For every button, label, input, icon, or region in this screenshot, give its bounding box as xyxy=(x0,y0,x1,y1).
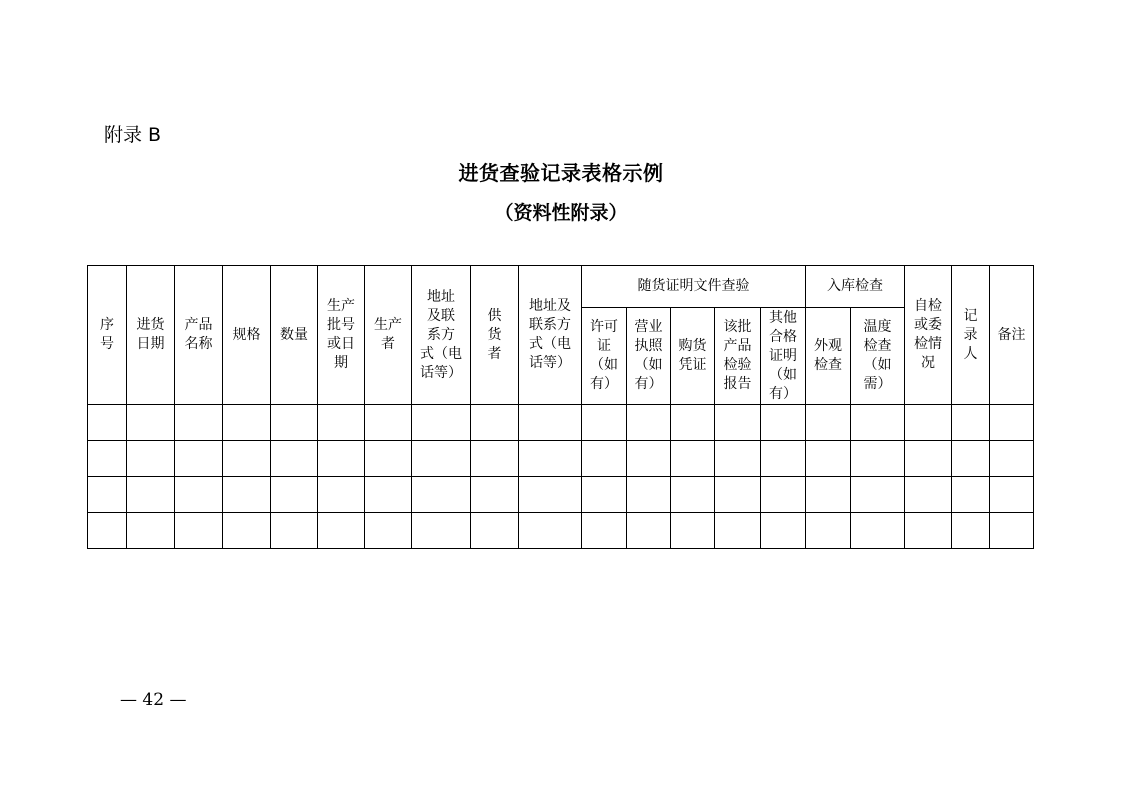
table-cell xyxy=(271,513,318,549)
table-cell xyxy=(365,441,412,477)
table-cell xyxy=(952,513,990,549)
table-cell xyxy=(318,477,365,513)
table-cell xyxy=(627,441,671,477)
header-batch-report: 该批 产品 检验 报告 xyxy=(715,308,761,405)
table-cell xyxy=(175,441,223,477)
header-purchase-voucher: 购货 凭证 xyxy=(671,308,715,405)
table-cell xyxy=(671,477,715,513)
table-cell xyxy=(88,513,127,549)
table-cell xyxy=(127,477,175,513)
table-cell xyxy=(715,513,761,549)
header-remarks: 备注 xyxy=(990,266,1034,405)
header-recorder: 记 录 人 xyxy=(952,266,990,405)
table-cell xyxy=(851,405,905,441)
table-cell xyxy=(175,405,223,441)
table-cell xyxy=(412,441,471,477)
table-cell xyxy=(318,513,365,549)
table-cell xyxy=(88,405,127,441)
table-cell xyxy=(952,405,990,441)
table-cell xyxy=(271,405,318,441)
table-cell xyxy=(175,513,223,549)
table-cell xyxy=(806,513,851,549)
table-cell xyxy=(851,441,905,477)
header-product-name: 产品 名称 xyxy=(175,266,223,405)
table-cell xyxy=(582,441,627,477)
table-cell xyxy=(952,441,990,477)
table-row xyxy=(88,405,1034,441)
table-cell xyxy=(715,477,761,513)
table-cell xyxy=(905,477,952,513)
table-cell xyxy=(627,405,671,441)
table-cell xyxy=(952,477,990,513)
table-cell xyxy=(175,477,223,513)
table-cell xyxy=(365,405,412,441)
table-cell xyxy=(990,513,1034,549)
table-cell xyxy=(271,441,318,477)
header-appearance: 外观 检查 xyxy=(806,308,851,405)
header-business-license: 营业 执照 （如 有） xyxy=(627,308,671,405)
table-cell xyxy=(471,441,519,477)
table-cell xyxy=(471,405,519,441)
table-cell xyxy=(127,441,175,477)
table-cell xyxy=(806,441,851,477)
table-cell xyxy=(627,513,671,549)
table-cell xyxy=(223,513,271,549)
table-cell xyxy=(471,477,519,513)
table-cell xyxy=(582,405,627,441)
header-self-inspection: 自检 或委 检情 况 xyxy=(905,266,952,405)
table-cell xyxy=(88,441,127,477)
table-cell xyxy=(851,513,905,549)
table-cell xyxy=(223,477,271,513)
header-purchase-date: 进货 日期 xyxy=(127,266,175,405)
inspection-record-table xyxy=(87,265,1034,549)
header-producer-contact: 地址 及联 系方 式（电 话等） xyxy=(412,266,471,405)
table-cell xyxy=(519,477,582,513)
table-cell xyxy=(318,405,365,441)
table-cell xyxy=(990,477,1034,513)
table-cell xyxy=(905,405,952,441)
table-cell xyxy=(761,513,806,549)
page-number: — 42 — xyxy=(120,690,187,710)
table-cell xyxy=(715,441,761,477)
table-cell xyxy=(519,441,582,477)
table-cell xyxy=(519,513,582,549)
table-cell xyxy=(761,441,806,477)
table-cell xyxy=(671,513,715,549)
table-cell xyxy=(761,405,806,441)
table-cell xyxy=(471,513,519,549)
table-cell xyxy=(715,405,761,441)
header-temperature: 温度 检查 （如 需） xyxy=(851,308,905,405)
table-cell xyxy=(412,405,471,441)
table-cell xyxy=(318,441,365,477)
header-seq: 序 号 xyxy=(88,266,127,405)
header-docs-group: 随货证明文件查验 xyxy=(582,266,806,308)
page-subtitle: （资料性附录） xyxy=(494,202,628,224)
table-cell xyxy=(671,441,715,477)
table-row xyxy=(88,513,1034,549)
header-supplier: 供 货 者 xyxy=(471,266,519,405)
table-cell xyxy=(851,477,905,513)
header-storage-group: 入库检查 xyxy=(806,266,905,308)
page-title: 进货查验记录表格示例 xyxy=(458,161,664,185)
appendix-label: 附录 B xyxy=(104,124,162,146)
table-cell xyxy=(223,405,271,441)
table-row xyxy=(88,477,1034,513)
table-cell xyxy=(88,477,127,513)
header-spec: 规格 xyxy=(223,266,271,405)
table-cell xyxy=(806,405,851,441)
header-producer: 生产 者 xyxy=(365,266,412,405)
header-batch-or-date: 生产 批号 或日 期 xyxy=(318,266,365,405)
table-cell xyxy=(761,477,806,513)
table-cell xyxy=(671,405,715,441)
table-cell xyxy=(127,405,175,441)
table-cell xyxy=(905,513,952,549)
table-row xyxy=(88,441,1034,477)
table-cell xyxy=(412,513,471,549)
table-cell xyxy=(365,513,412,549)
header-other-cert: 其他 合格 证明 （如 有） xyxy=(761,308,806,405)
table-cell xyxy=(905,441,952,477)
table-cell xyxy=(519,405,582,441)
table-cell xyxy=(365,477,412,513)
table-cell xyxy=(990,441,1034,477)
table-cell xyxy=(127,513,175,549)
table-cell xyxy=(223,441,271,477)
table-body xyxy=(88,405,1034,549)
table-cell xyxy=(806,477,851,513)
table-cell xyxy=(271,477,318,513)
header-quantity: 数量 xyxy=(271,266,318,405)
table-cell xyxy=(627,477,671,513)
table-cell xyxy=(582,477,627,513)
header-license: 许可 证 （如 有） xyxy=(582,308,627,405)
table-cell xyxy=(990,405,1034,441)
table-cell xyxy=(582,513,627,549)
table-cell xyxy=(412,477,471,513)
header-supplier-contact: 地址及 联系方 式（电 话等） xyxy=(519,266,582,405)
